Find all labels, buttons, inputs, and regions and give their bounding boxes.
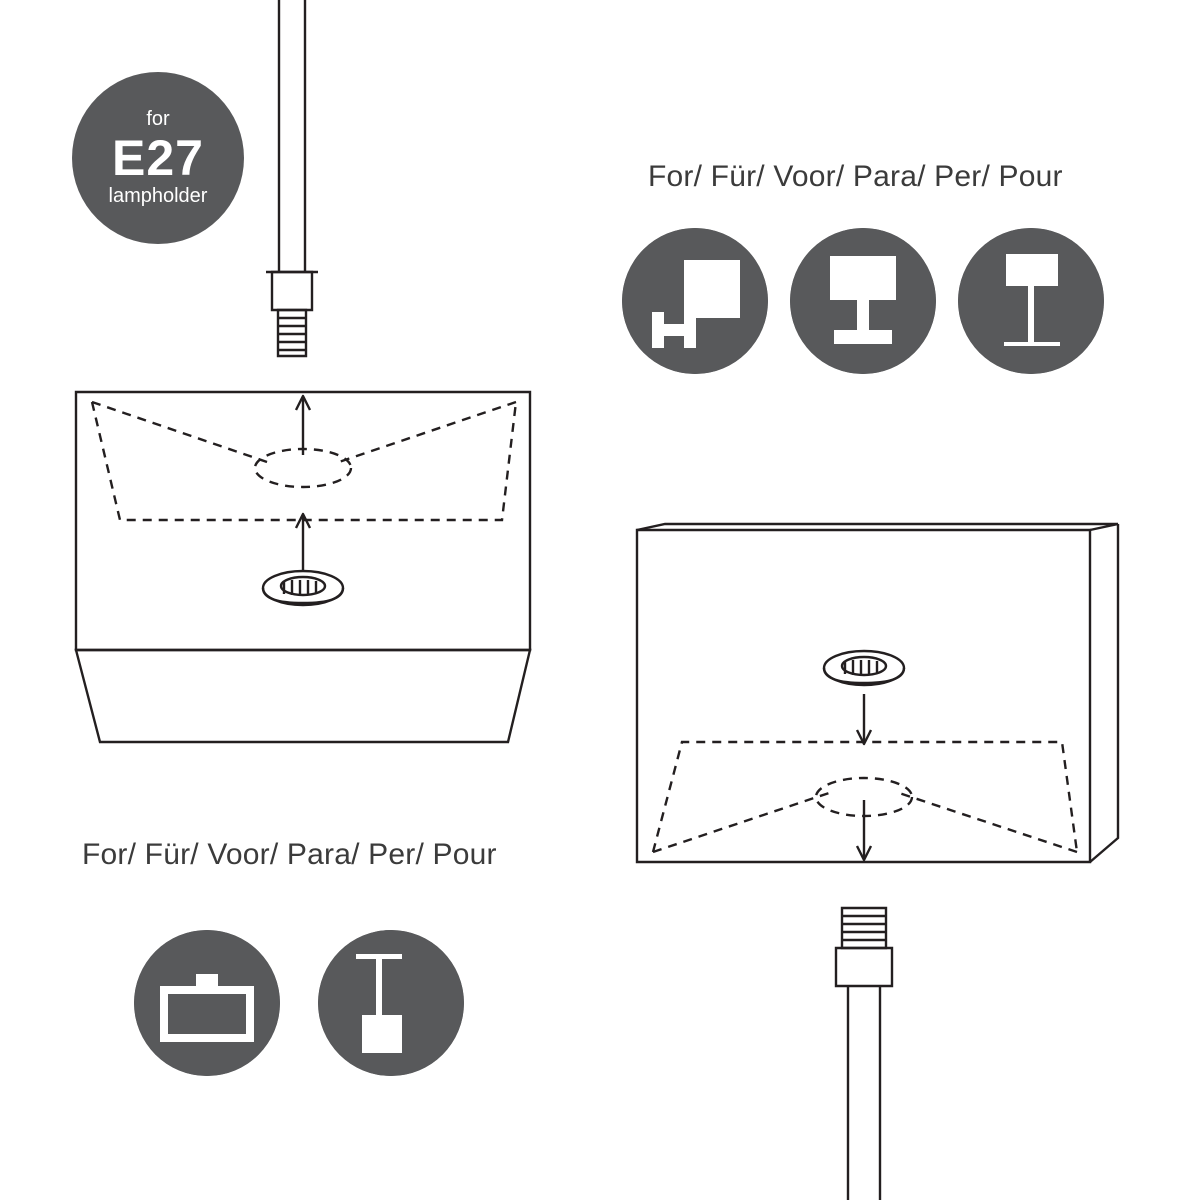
arrow-down-lower — [857, 800, 871, 860]
heading-bottom-left: For/ Für/ Voor/ Para/ Per/ Pour — [82, 838, 497, 871]
badge-for-label: for — [146, 107, 170, 130]
ring-nut-right — [824, 651, 904, 685]
arrow-down-upper — [857, 694, 871, 744]
floor-lamp-icon — [958, 228, 1104, 374]
badge-code-label: E27 — [112, 129, 204, 186]
badge-sub-label: lampholder — [108, 185, 208, 208]
arrow-up-upper — [296, 396, 310, 455]
lampholder-bottom — [836, 908, 892, 986]
e27-badge — [72, 72, 244, 244]
shade-box-right — [637, 524, 1118, 862]
ring-nut-top — [263, 571, 343, 605]
pendant-cord-top — [279, 0, 305, 272]
pendant-lamp-icon — [318, 930, 464, 1076]
floor-stem-bottom — [848, 986, 880, 1200]
arrow-up-lower — [296, 514, 310, 570]
table-lamp-icon — [790, 228, 936, 374]
wall-lamp-icon — [622, 228, 768, 374]
lampholder-top — [266, 272, 318, 356]
heading-top-right: For/ Für/ Voor/ Para/ Per/ Pour — [648, 160, 1063, 193]
table-lamp-wide-icon — [134, 930, 280, 1076]
